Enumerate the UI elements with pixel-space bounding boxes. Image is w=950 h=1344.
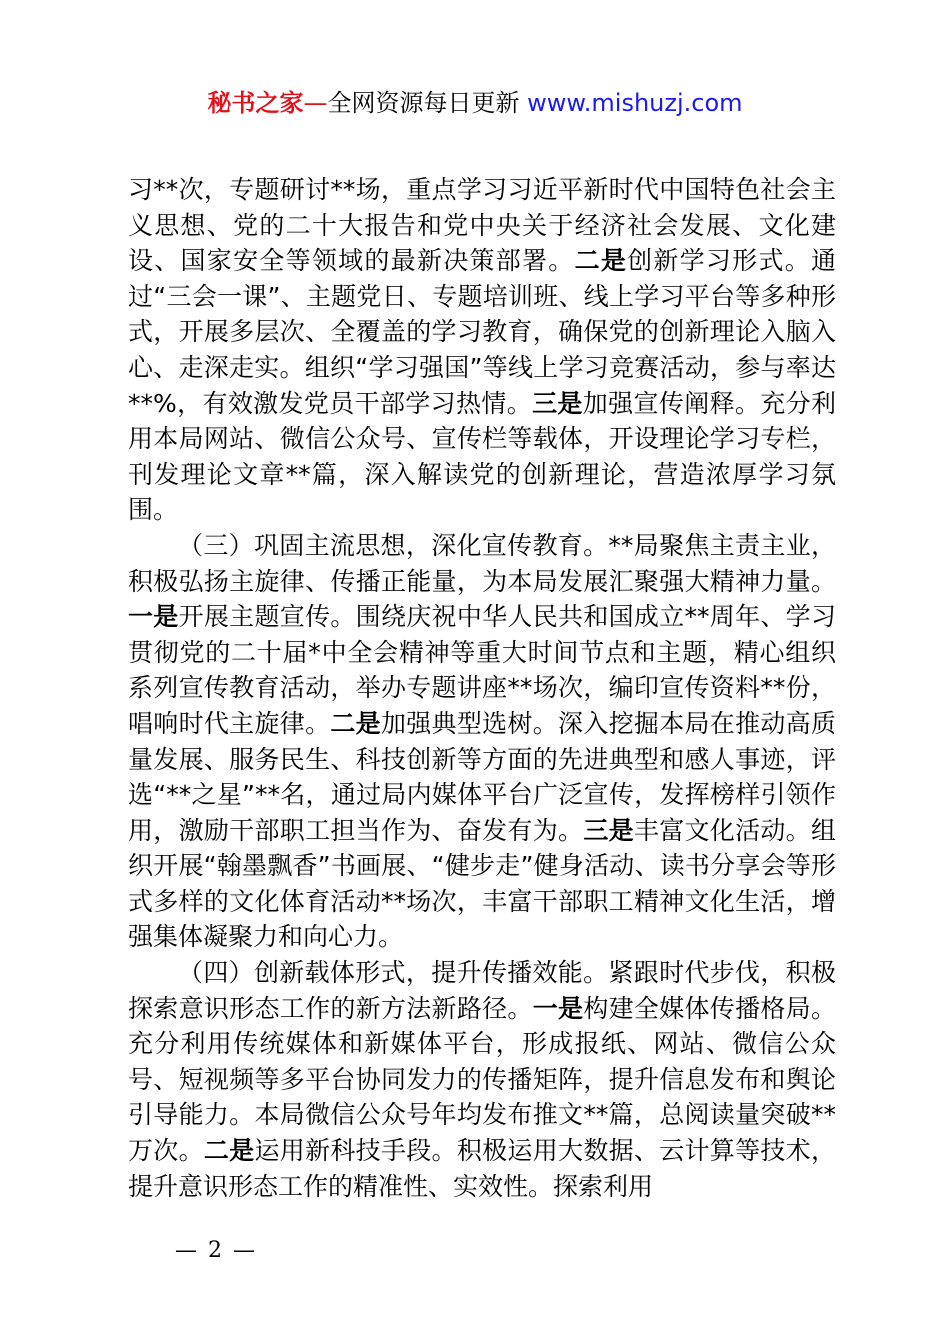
body-paragraph (128, 528, 836, 955)
body-paragraph (128, 955, 836, 1204)
text-run: 加强典型选树。深入挖掘本局在推动高质量发展、服务民生、科技创新等方面的先进典型和感人事迹，评选“**之星”**名，通过局内媒体平台广泛宣传，发挥榜样引领作用，激励干部职工担当作为、奋发有为。 (128, 708, 836, 845)
bold-lead-phrase: 二是 (574, 246, 628, 276)
text-run: 构建全媒体传播格局。充分利用传统媒体和新媒体平台，形成报纸、网站、微信公众号、短视频等多平台协同发力的传播矩阵，提升信息发布和舆论引导能力。本局微信公众号年均发布推文**篇，总阅读量突破**万次。 (128, 993, 836, 1166)
body-paragraph (128, 172, 836, 528)
text-run: 丰富文化活动。组织开展“翰墨飘香”书画展、“健步走”健身活动、读书分享会等形式多样的文化体育活动**场次，丰富干部职工精神文化生活，增强集体凝聚力和向心力。 (128, 815, 836, 952)
text-run: 运用新科技手段。积极运用大数据、云计算等技术，提升意识形态工作的精准性、实效性。探索利用 (128, 1136, 836, 1201)
site-banner (0, 86, 950, 120)
document-body (128, 172, 836, 1204)
page-number: — 2 — (175, 1238, 257, 1263)
text-run: 习**次，专题研讨**场，重点学习习近平新时代中国特色社会主义思想、党的二十大报告和党中央关于经济社会发展、文化建设、国家安全等领域的最新决策部署。 (128, 175, 836, 276)
text-run: 加强宣传阐释。充分利用本局网站、微信公众号、宣传栏等载体，开设理论学习专栏，刊发理论文章**篇，深入解读党的创新理论，营造浓厚学习氛围。 (128, 388, 836, 525)
bold-lead-phrase: 三是 (583, 815, 634, 845)
bold-lead-phrase: 一是 (128, 602, 179, 632)
bold-lead-phrase: 三是 (532, 388, 583, 418)
text-run: （三）巩固主流思想，深化宣传教育。**局聚焦主责主业，积极弘扬主旋律、传播正能量，为本局发展汇聚强大精神力量。 (128, 530, 836, 596)
bold-lead-phrase: 二是 (203, 1136, 255, 1166)
bold-lead-phrase: 一是 (532, 993, 584, 1023)
banner-dash: — (303, 89, 328, 117)
banner-slogan: 全网资源每日更新 (327, 89, 520, 117)
text-run: 开展主题宣传。围绕庆祝中华人民共和国成立**周年、学习贯彻党的二十届*中全会精神等重大时间节点和主题，精心组织系列宣传教育活动，举办专题讲座**场次，编印宣传资料**份，唱响时代主旋律。 (128, 602, 836, 738)
brand-name: 秘书之家 (207, 89, 304, 117)
site-url-link[interactable]: www.mishuzj.com (527, 89, 743, 117)
text-run: （四）创新载体形式，提升传播效能。紧跟时代步伐，积极探索意识形态工作的新方法新路径。 (128, 958, 836, 1023)
bold-lead-phrase: 二是 (330, 708, 381, 738)
text-run: 创新学习形式。通过“三会一课”、主题党日、专题培训班、线上学习平台等多种形式，开展多层次、全覆盖的学习教育，确保党的创新理论入脑入心、走深走实。组织“学习强国”等线上学习竞赛活动，参与率达**%，有效激发党员干部学习热情。 (128, 246, 836, 418)
